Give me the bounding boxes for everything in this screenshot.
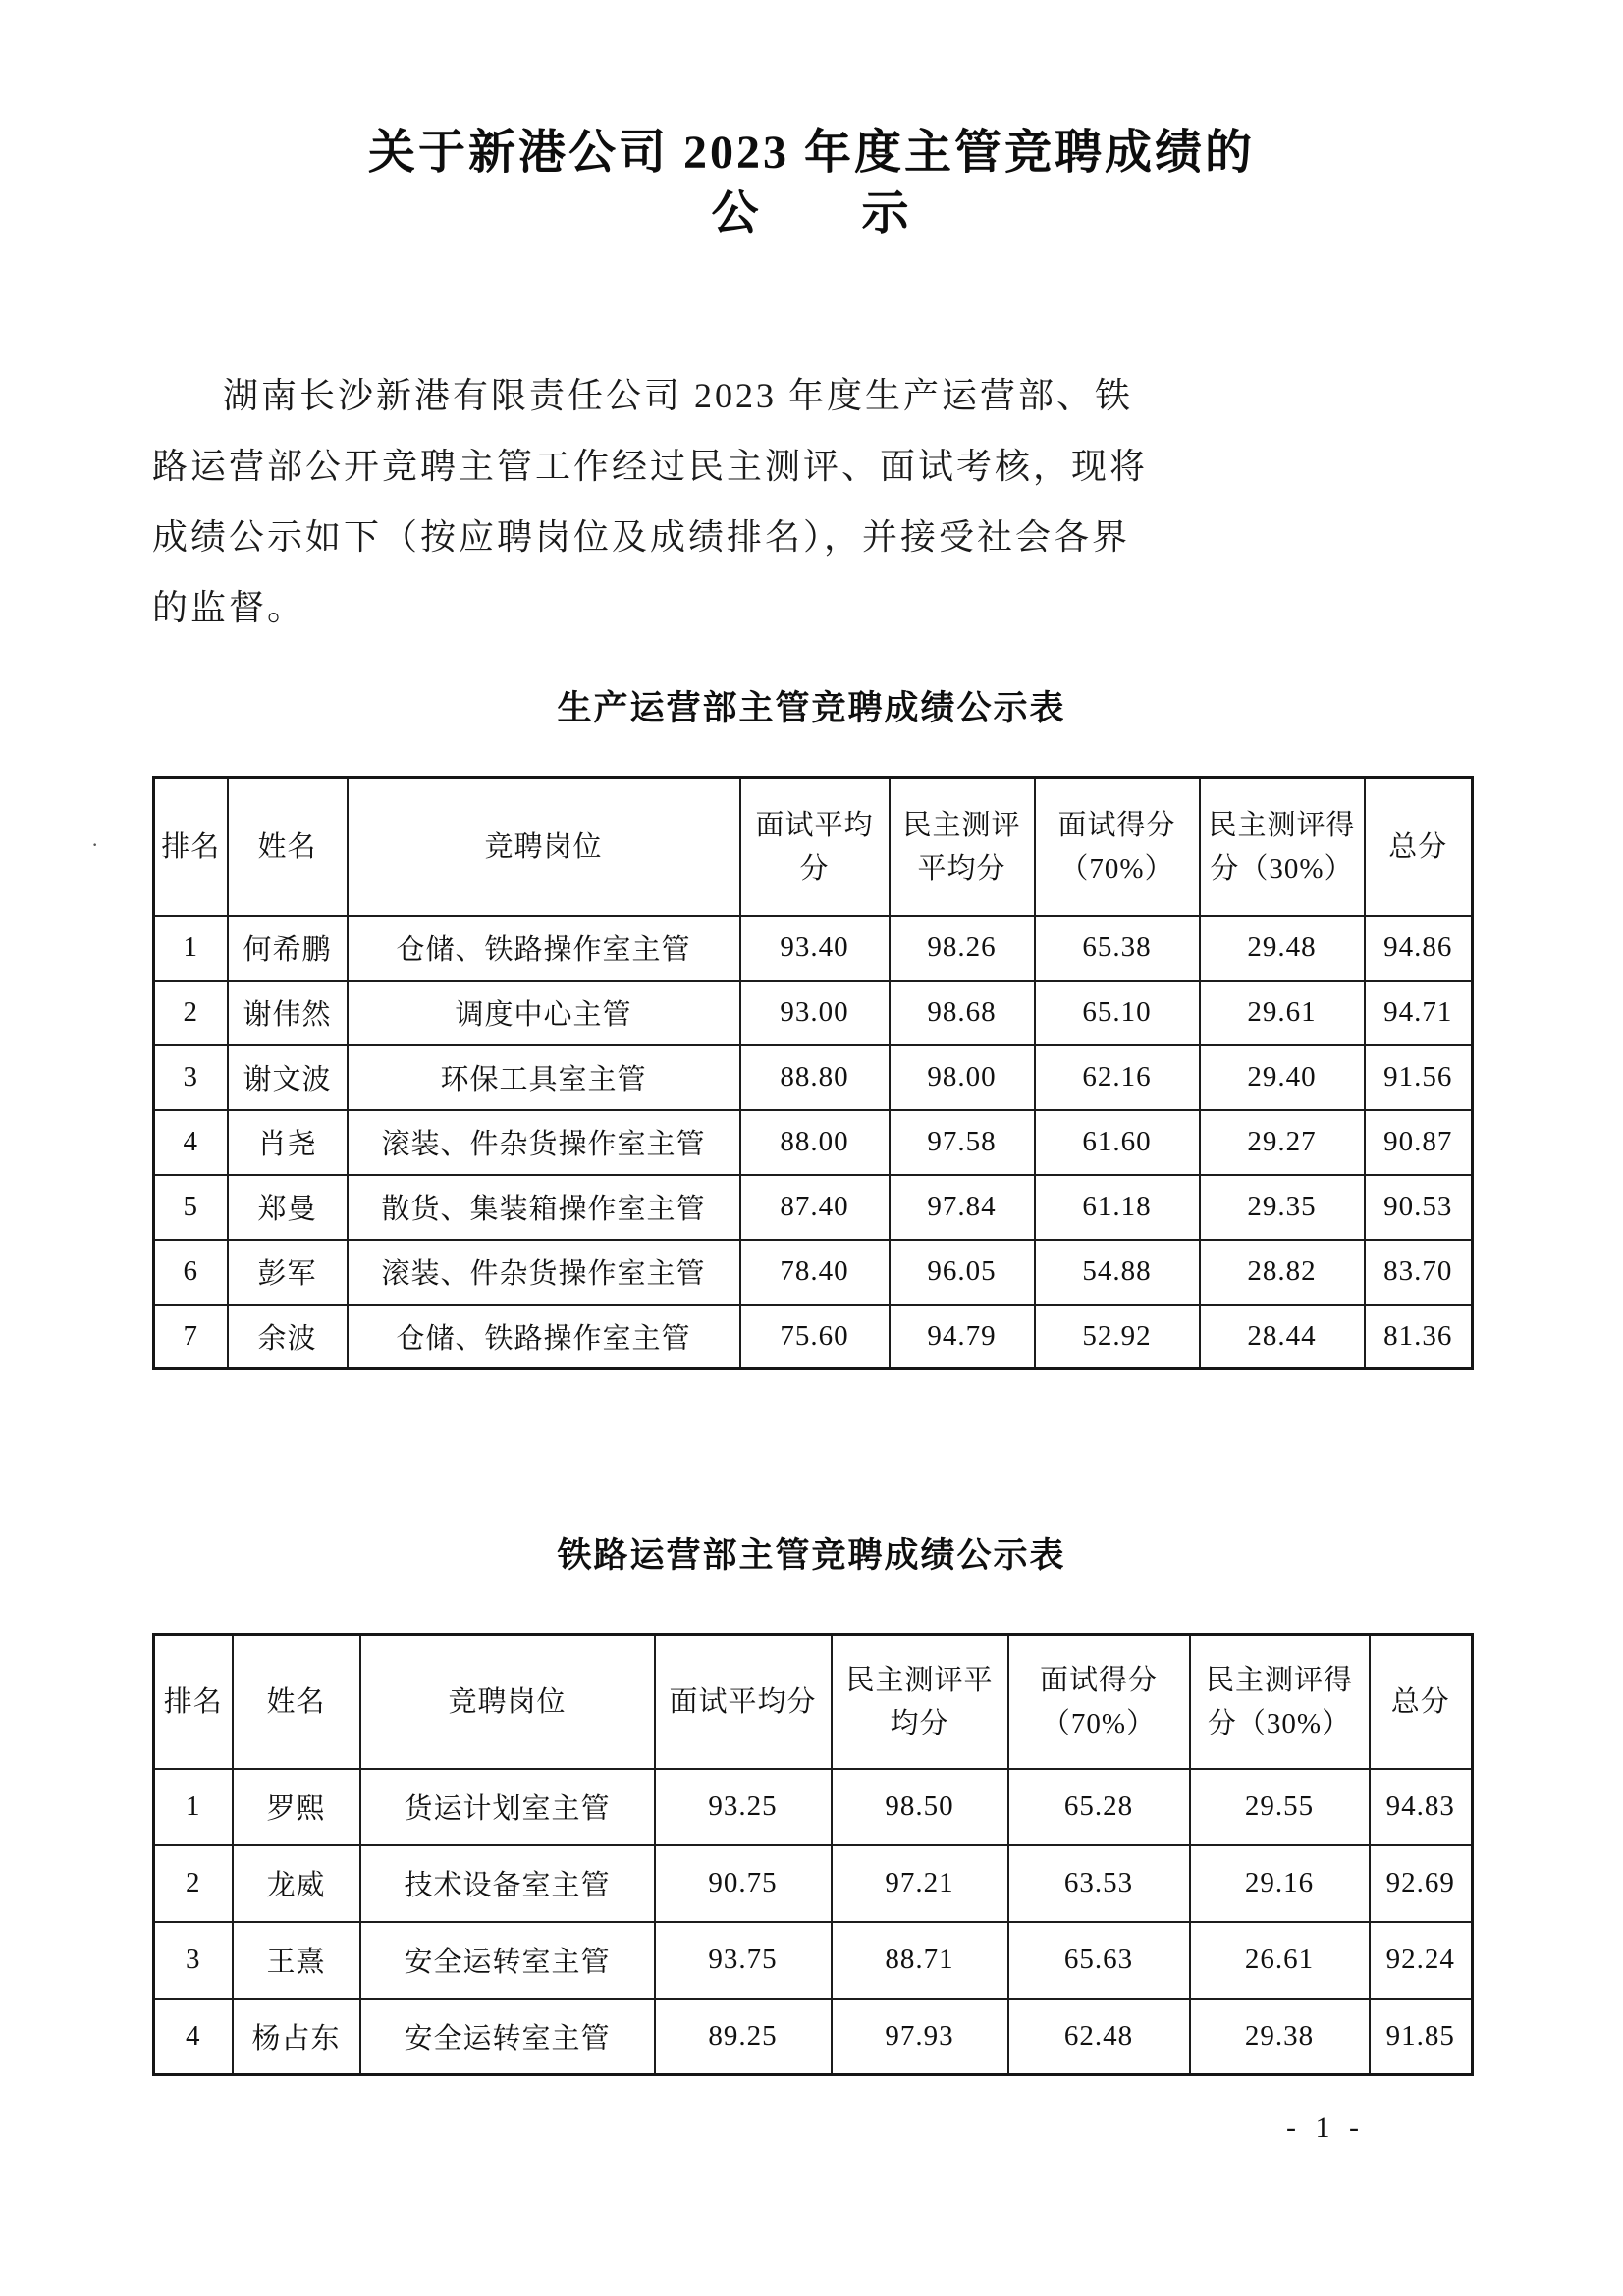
- table-cell: 93.25: [655, 1769, 832, 1845]
- table-row: [154, 1240, 1473, 1305]
- table-cell: 93.40: [740, 916, 890, 981]
- column-header: 面试平均分: [655, 1635, 832, 1769]
- table-cell: 谢文波: [228, 1045, 348, 1110]
- table-cell: 93.75: [655, 1922, 832, 1999]
- table-cell: 郑曼: [228, 1175, 348, 1240]
- table-cell: 65.63: [1008, 1922, 1190, 1999]
- table-cell: 调度中心主管: [348, 981, 740, 1045]
- table-cell: 王熹: [233, 1922, 360, 1999]
- table-cell: 78.40: [740, 1240, 890, 1305]
- table-cell: 94.86: [1365, 916, 1473, 981]
- table-cell: 62.48: [1008, 1999, 1190, 2075]
- paragraph-line: 的监督。: [152, 588, 306, 627]
- table-cell: 滚装、件杂货操作室主管: [348, 1110, 740, 1175]
- table-cell: 29.48: [1200, 916, 1365, 981]
- table-cell: 1: [154, 916, 228, 981]
- table-cell: 环保工具室主管: [348, 1045, 740, 1110]
- table-cell: 96.05: [890, 1240, 1035, 1305]
- table-cell: 65.10: [1035, 981, 1200, 1045]
- table-cell: 29.38: [1190, 1999, 1370, 2075]
- table-cell: 29.61: [1200, 981, 1365, 1045]
- column-header: 排名: [154, 778, 228, 916]
- table-cell: 62.16: [1035, 1045, 1200, 1110]
- table-cell: 90.87: [1365, 1110, 1473, 1175]
- table-header: [154, 1635, 1473, 1769]
- table-cell: 52.92: [1035, 1305, 1200, 1369]
- table-row: [154, 1045, 1473, 1110]
- table-cell: 75.60: [740, 1305, 890, 1369]
- table-cell: 97.21: [832, 1845, 1008, 1922]
- table-cell: 89.25: [655, 1999, 832, 2075]
- table-cell: 29.27: [1200, 1110, 1365, 1175]
- table-cell: 87.40: [740, 1175, 890, 1240]
- table-cell: 5: [154, 1175, 228, 1240]
- table-row: [154, 1110, 1473, 1175]
- table-header: [154, 778, 1473, 916]
- table-row: [154, 916, 1473, 981]
- table-cell: 3: [154, 1045, 228, 1110]
- table-cell: 97.93: [832, 1999, 1008, 2075]
- table-row: [154, 1769, 1473, 1845]
- table-cell: 88.80: [740, 1045, 890, 1110]
- column-header: 姓名: [233, 1635, 360, 1769]
- table-cell: 90.53: [1365, 1175, 1473, 1240]
- table-cell: 技术设备室主管: [360, 1845, 655, 1922]
- table-cell: 6: [154, 1240, 228, 1305]
- column-header: 面试得分（70%）: [1008, 1635, 1190, 1769]
- table-cell: 61.60: [1035, 1110, 1200, 1175]
- table-cell: 安全运转室主管: [360, 1999, 655, 2075]
- table-cell: 杨占东: [233, 1999, 360, 2075]
- table-cell: 98.00: [890, 1045, 1035, 1110]
- table-cell: 92.69: [1370, 1845, 1473, 1922]
- body-paragraph: [152, 360, 1471, 643]
- table-cell: 余波: [228, 1305, 348, 1369]
- table-row: [154, 1175, 1473, 1240]
- scan-artifact-dot: ·: [91, 832, 99, 857]
- table-cell: 88.71: [832, 1922, 1008, 1999]
- document-title: [152, 123, 1471, 244]
- column-header: 排名: [154, 1635, 233, 1769]
- table-cell: 65.28: [1008, 1769, 1190, 1845]
- table-cell: 54.88: [1035, 1240, 1200, 1305]
- production-dept-score-table: [152, 776, 1474, 1370]
- paragraph-line: 湖南长沙新港有限责任公司 2023 年度生产运营部、铁: [223, 376, 1134, 415]
- table-cell: 28.82: [1200, 1240, 1365, 1305]
- column-header: 面试平均分: [740, 778, 890, 916]
- table-cell: 98.68: [890, 981, 1035, 1045]
- table-cell: 61.18: [1035, 1175, 1200, 1240]
- column-header: 民主测评得分（30%）: [1200, 778, 1365, 916]
- column-header: 竞聘岗位: [348, 778, 740, 916]
- table-cell: 29.35: [1200, 1175, 1365, 1240]
- table-cell: 81.36: [1365, 1305, 1473, 1369]
- table-cell: 龙威: [233, 1845, 360, 1922]
- table-cell: 92.24: [1370, 1922, 1473, 1999]
- table-row: [154, 1845, 1473, 1922]
- table-cell: 散货、集装箱操作室主管: [348, 1175, 740, 1240]
- table-cell: 2: [154, 1845, 233, 1922]
- table-cell: 货运计划室主管: [360, 1769, 655, 1845]
- table-cell: 2: [154, 981, 228, 1045]
- table-row: [154, 1999, 1473, 2075]
- table-cell: 安全运转室主管: [360, 1922, 655, 1999]
- table-cell: 仓储、铁路操作室主管: [348, 916, 740, 981]
- table-body: [154, 1769, 1473, 2075]
- table-cell: 98.26: [890, 916, 1035, 981]
- table-cell: 91.85: [1370, 1999, 1473, 2075]
- table-cell: 97.84: [890, 1175, 1035, 1240]
- table-cell: 26.61: [1190, 1922, 1370, 1999]
- table-cell: 94.79: [890, 1305, 1035, 1369]
- table-cell: 94.71: [1365, 981, 1473, 1045]
- table-cell: 94.83: [1370, 1769, 1473, 1845]
- table-cell: 93.00: [740, 981, 890, 1045]
- table-cell: 28.44: [1200, 1305, 1365, 1369]
- table-cell: 谢伟然: [228, 981, 348, 1045]
- table-cell: 何希鹏: [228, 916, 348, 981]
- table-cell: 肖尧: [228, 1110, 348, 1175]
- table-cell: 65.38: [1035, 916, 1200, 981]
- table2-caption: 铁路运营部主管竞聘成绩公示表: [557, 1536, 1066, 1575]
- title-line-1: 关于新港公司 2023 年度主管竞聘成绩的: [367, 127, 1255, 179]
- table-cell: 3: [154, 1922, 233, 1999]
- table-cell: 29.40: [1200, 1045, 1365, 1110]
- title-line-2: 公 示: [711, 187, 912, 240]
- column-header: 民主测评平均分: [890, 778, 1035, 916]
- table-cell: 仓储、铁路操作室主管: [348, 1305, 740, 1369]
- table-cell: 滚装、件杂货操作室主管: [348, 1240, 740, 1305]
- paragraph-line: 成绩公示如下（按应聘岗位及成绩排名），并接受社会各界: [152, 517, 1131, 557]
- table-cell: 98.50: [832, 1769, 1008, 1845]
- table1-caption: 生产运营部主管竞聘成绩公示表: [557, 689, 1066, 727]
- table-cell: 7: [154, 1305, 228, 1369]
- table-cell: 29.55: [1190, 1769, 1370, 1845]
- table-body: [154, 916, 1473, 1369]
- table-cell: 88.00: [740, 1110, 890, 1175]
- table-cell: 1: [154, 1769, 233, 1845]
- table-row: [154, 981, 1473, 1045]
- column-header: 民主测评得分（30%）: [1190, 1635, 1370, 1769]
- table-cell: 83.70: [1365, 1240, 1473, 1305]
- table-cell: 63.53: [1008, 1845, 1190, 1922]
- column-header: 姓名: [228, 778, 348, 916]
- column-header: 民主测评平均分: [832, 1635, 1008, 1769]
- table-cell: 97.58: [890, 1110, 1035, 1175]
- table-row: [154, 1922, 1473, 1999]
- column-header: 总分: [1365, 778, 1473, 916]
- table-cell: 91.56: [1365, 1045, 1473, 1110]
- table-cell: 彭军: [228, 1240, 348, 1305]
- column-header: 总分: [1370, 1635, 1473, 1769]
- column-header: 竞聘岗位: [360, 1635, 655, 1769]
- table-cell: 罗熙: [233, 1769, 360, 1845]
- table-row: [154, 1305, 1473, 1369]
- paragraph-line: 路运营部公开竞聘主管工作经过民主测评、面试考核，现将: [152, 447, 1149, 486]
- page-number: - 1 -: [1286, 2111, 1365, 2144]
- column-header: 面试得分（70%）: [1035, 778, 1200, 916]
- table-cell: 90.75: [655, 1845, 832, 1922]
- railway-dept-score-table: [152, 1633, 1474, 2076]
- table-cell: 29.16: [1190, 1845, 1370, 1922]
- table-cell: 4: [154, 1110, 228, 1175]
- table-cell: 4: [154, 1999, 233, 2075]
